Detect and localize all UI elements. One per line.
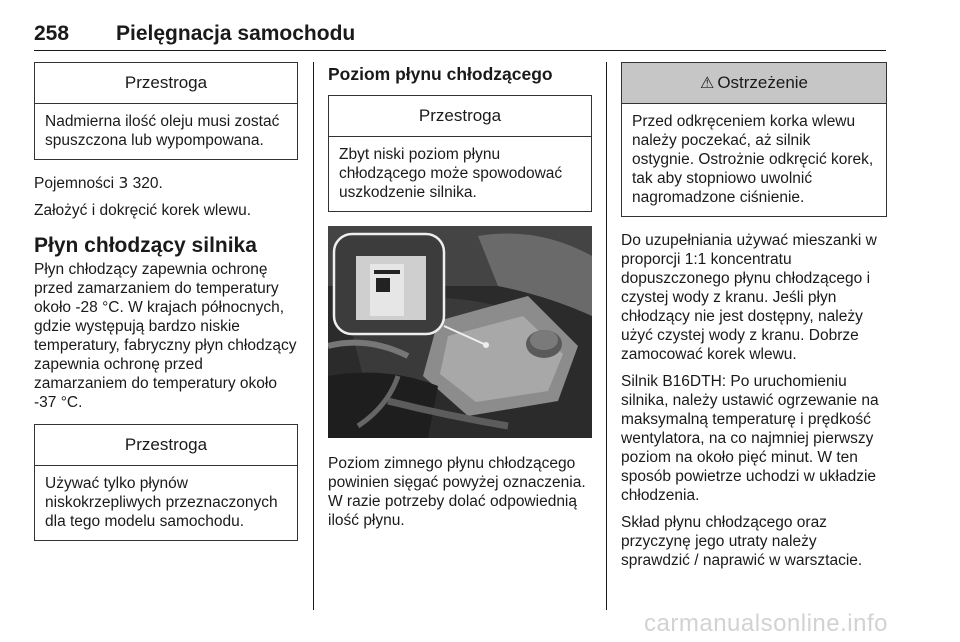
page-ref-arrow-icon[interactable]: 3 <box>118 174 129 192</box>
caution-title: Przestroga <box>35 425 297 466</box>
caution-box <box>34 424 298 541</box>
warning-box <box>621 62 887 217</box>
watermark: carmanualsonline.info <box>644 610 888 637</box>
page-number: 258 <box>34 22 70 45</box>
capacity-reference <box>34 174 298 193</box>
caution-title: Przestroga <box>329 96 591 137</box>
warning-icon: ⚠ <box>699 75 715 92</box>
column-right <box>621 62 887 578</box>
page-header <box>34 22 886 51</box>
workshop-note: Skład płynu chłodzącego oraz przyczynę jego utraty należy sprawdzić / naprawić w warsztacie. <box>621 514 863 569</box>
caution-title: Przestroga <box>35 63 297 104</box>
coolant-level-text: Poziom zimnego płynu chłodzącego powinien sięgać powyżej oznaczenia. W razie potrzeby dolać odpowiednią ilość płynu. <box>328 455 586 529</box>
capacity-label: Pojemności <box>34 175 115 192</box>
caution-text: Zbyt niski poziom płynu chłodzącego może spowodować uszkodzenie silnika. <box>339 146 563 201</box>
column-divider <box>313 62 314 610</box>
warning-title: Ostrzeżenie <box>717 73 809 92</box>
mixing-instructions: Do uzupełniania używać mieszanki w proporcji 1:1 koncentratu dopuszczonego płynu chłodzącego i czystej wody z kranu. Jeśli płyn chłodzący nie jest dostępny, należy użyć czystej wody z kranu. Dobrze zamocować korek wlewu. <box>621 232 877 363</box>
caution-text: Używać tylko płynów niskokrzepliwych przeznaczonych dla tego modelu samochodu. <box>45 475 278 530</box>
column-middle <box>328 62 592 538</box>
caution-box <box>34 62 298 160</box>
engine-bay-photo <box>328 226 592 438</box>
section-heading: Płyn chłodzący silnika <box>34 234 257 257</box>
subsection-heading: Poziom płynu chłodzącego <box>328 64 553 84</box>
warning-header <box>622 63 886 104</box>
coolant-intro: Płyn chłodzący zapewnia ochronę przed zamarzaniem do temperatury około -28 °C. W krajach północnych, gdzie występują bardzo niskie temperatury, fabryczny płyn chłodzący zapewnia ochronę przed zamarzaniem do temperatury około -37 °C. <box>34 261 297 411</box>
warning-text: Przed odkręceniem korka wlewu należy poczekać, aż silnik ostygnie. Ostrożnie odkręcić korek, tak aby stopniowo uwolnić nagromadzone ciśnienie. <box>632 113 874 206</box>
caution-box <box>328 95 592 212</box>
column-divider <box>606 62 607 610</box>
capacity-page-ref[interactable]: 320. <box>132 175 163 192</box>
engine-b16dth-note: Silnik B16DTH: Po uruchomieniu silnika, należy ustawić ogrzewanie na maksymalną temperaturę i prędkość wentylatora, na co najmniej pierwszy poziom na około pięć minut. W ten sposób powietrze uchodzi w układzie chłodzenia. <box>621 373 879 504</box>
column-left <box>34 62 298 555</box>
caution-text: Nadmierna ilość oleju musi zostać spuszczona lub wypompowana. <box>45 113 280 149</box>
refit-cap-text: Założyć i dokręcić korek wlewu. <box>34 202 252 219</box>
page-title: Pielęgnacja samochodu <box>116 22 356 45</box>
